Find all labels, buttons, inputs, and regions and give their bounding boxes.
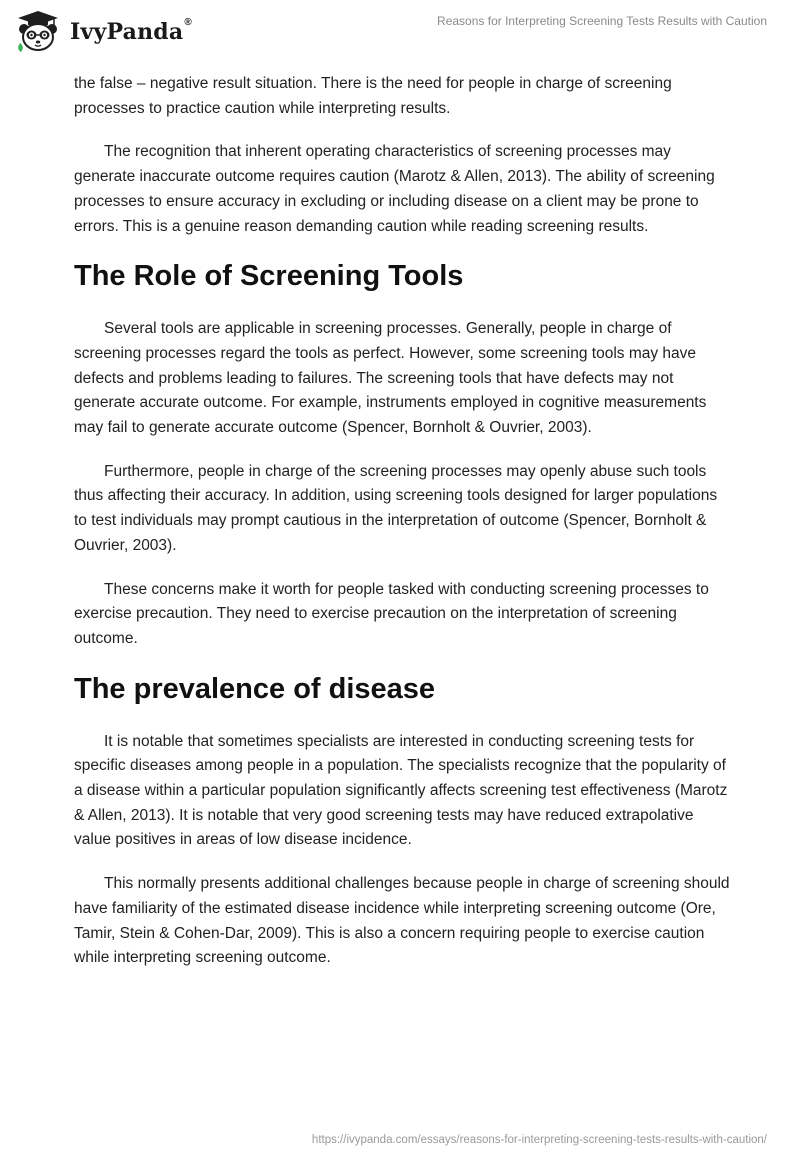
paragraph-3: Several tools are applicable in screening processes. Generally, people in charge of screening processes regard the tools as perfect. However, some screening tools may have defects and problems leading to failures. The screening tools that have defects may not generate accurate outcome. For example, instruments employed in cognitive measurements may fail to generate accurate outcome (Spencer, Bornholt & Ouvrier, 2003). bbox=[74, 320, 707, 437]
paragraph-5: These concerns make it worth for people tasked with conducting screening processes to exercise precaution. They need to exercise precaution on the interpretation of screening outcome. bbox=[74, 580, 709, 647]
paragraph-1: the false – negative result situation. There is the need for people in charge of screening processes to practice caution while interpreting results. bbox=[74, 75, 672, 117]
panda-graduate-logo-icon bbox=[14, 9, 62, 53]
section-heading-role-of-screening-tools: The Role of Screening Tools bbox=[74, 260, 464, 293]
paragraph-6: It is notable that sometimes specialists are interested in conducting screening tests for specific diseases among people in a population. The specialists recognize that the popularity of a disease within a particular population significantly affects screening test effectiveness (Marotz & Allen, 2013). It is notable that very good screening tests may have reduced extrapolative value positives in areas of low disease incidence. bbox=[74, 732, 728, 849]
source-url[interactable]: https://ivypanda.com/essays/reasons-for-interpreting-screening-tests-results-with-caution/ bbox=[311, 1134, 767, 1146]
registered-mark: ® bbox=[184, 17, 192, 28]
page-header bbox=[0, 0, 800, 64]
paragraph-4: Furthermore, people in charge of the screening processes may openly abuse such tools thus affecting their accuracy. In addition, using screening tools designed for larger populations to test individuals may prompt cautious in the interpretation of outcome (Spencer, Bornholt & Ouvrier, 2003). bbox=[74, 462, 718, 554]
section-heading-prevalence-of-disease: The prevalence of disease bbox=[74, 672, 436, 705]
essay-content bbox=[74, 72, 734, 990]
brand-name-text: IvyPanda bbox=[70, 19, 184, 45]
brand-logo[interactable] bbox=[14, 9, 192, 53]
brand-name bbox=[70, 19, 192, 45]
document-title: Reasons for Interpreting Screening Tests Results with Caution bbox=[437, 14, 767, 28]
paragraph-7: This normally presents additional challenges because people in charge of screening should have familiarity of the estimated disease incidence while interpreting screening outcome (Ore, Tamir, Stein & Cohen-Dar, 2009). This is also a concern requiring people to exercise caution while interpreting screening outcome. bbox=[74, 875, 730, 967]
paragraph-2: The recognition that inherent operating characteristics of screening processes may generate inaccurate outcome requires caution (Marotz & Allen, 2013). The ability of screening processes to ensure accuracy in excluding or including disease on a client may be prone to errors. This is a genuine reason demanding caution while reading screening results. bbox=[74, 143, 715, 235]
